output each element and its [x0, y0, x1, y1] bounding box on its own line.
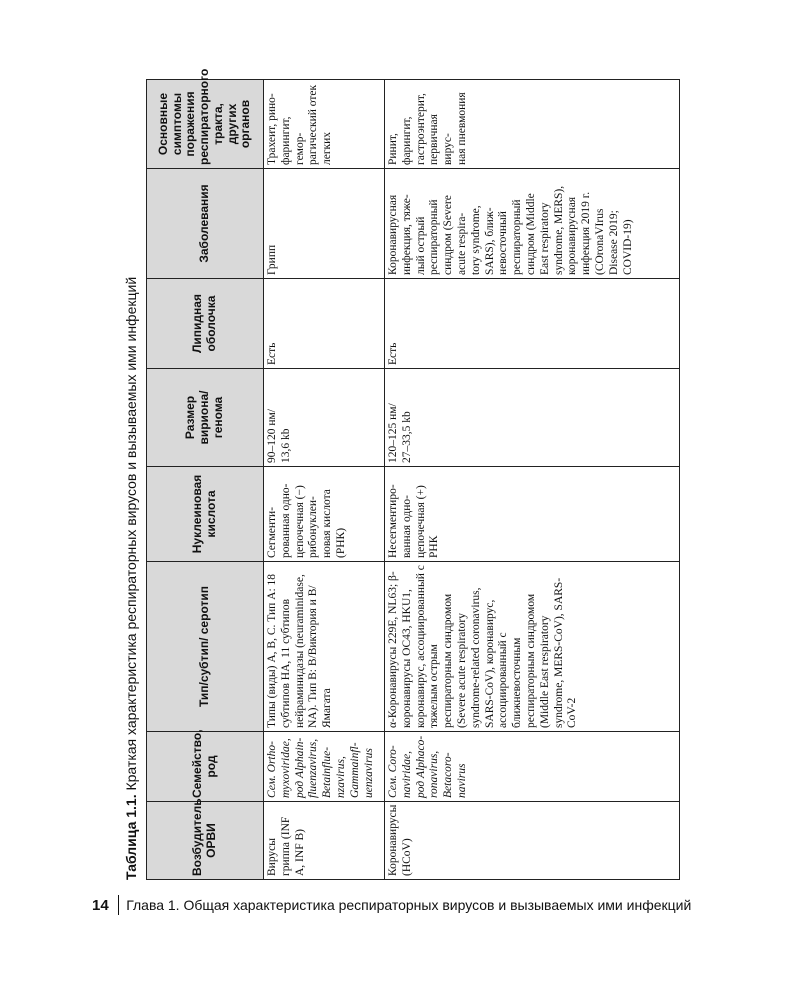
cell-pathogen: Коронавирусы (HCoV): [385, 802, 680, 880]
chapter-title: Глава 1. Общая характеристика респираторных вирусов и вызываемых ими инфекций: [126, 897, 692, 913]
table-row: [385, 80, 680, 880]
caption-label: Таблица 1.1.: [123, 794, 139, 880]
cell-nucleic-acid: Несегментиро- ванная одно- цепочечная (+) РНК: [385, 467, 680, 562]
cell-diseases: Грипп: [264, 169, 385, 279]
cell-size: 90–120 нм/ 13,6 kb: [264, 369, 385, 467]
header-nucleic-acid: Нуклеиновая кислота: [147, 467, 264, 562]
virus-table: [146, 68, 680, 880]
table-row: [264, 80, 385, 880]
cell-symptoms: Ринит, фарингит, гастроэнтерит, первичная вирус- ная пневмония: [385, 80, 680, 169]
header-family: Семейство, род: [147, 732, 264, 802]
cell-diseases: Коронавирусная инфекция, тяже- лый острый респираторный синдром (Severe acute respira- tory syndrome, SARS), ближ- невосточный респираторный синдром (Middle East respiratory syndrome, MERS), коронавирусная инфекция 2019 г. (COronaVIrus Disease 2019; COVID-19): [385, 169, 680, 279]
cell-type: Типы (виды) А, В, С. Тип А: 18 субтипов HA, 11 субтипов нейраминидазы (neuraminidase, NA). Тип В: В/Виктория и В/Ямагата: [264, 562, 385, 732]
rotated-table-block: [116, 68, 671, 880]
header-diseases: Заболевания: [147, 169, 264, 279]
table-header-row: [147, 80, 264, 880]
table-caption: [116, 277, 146, 880]
page-footer: [92, 893, 712, 917]
cell-size: 120–125 нм/ 27–33,5 kb: [385, 369, 680, 467]
header-type: Тип/субтип/ серотип: [147, 562, 264, 732]
header-pathogen: Возбудитель ОРВИ: [147, 802, 264, 880]
footer-divider: [118, 895, 120, 915]
cell-pathogen: Вирусы гриппа (INF A, INF B): [264, 802, 385, 880]
cell-type: α-Коронавирусы 229E, NL63; β-коронавирусы OC43, HKU1, коронавирус, ассоциированный с тяжелым острым респираторным синдромом (Severe acute respiratory syndrome-related coronavirus, SARS-CoV), коронавирус, ассоциированный с ближневосточным респираторным синдромом (Middle East respiratory syndrome, MERS-CoV), SARS-CoV-2: [385, 562, 680, 732]
header-symptoms: Основные симптомы поражения респираторного тракта, других органов: [147, 80, 264, 169]
page-number: 14: [92, 896, 109, 914]
header-size: Размер вириона/ генома: [147, 369, 264, 467]
cell-symptoms: Трахеит, рино- фарингит, гемор- рагический отек легких: [264, 80, 385, 169]
cell-family: Сем. Coro- naviridae, род Alphaco- ronavirus, Betacoro- navirus: [385, 732, 680, 802]
cell-nucleic-acid: Сегменти- рованная одно- цепочечная (−) рибонуклеи- новая кислота (РНК): [264, 467, 385, 562]
cell-envelope: Есть: [385, 279, 680, 369]
header-envelope: Липидная оболочка: [147, 279, 264, 369]
caption-text: Краткая характеристика респираторных вирусов и вызываемых ими инфекций: [123, 276, 139, 795]
cell-family: Сем. Ortho- myxoviridae, род Alphain- fluenzavirus, Betainflue- nzavirus, Gammainfl- uenzavirus: [264, 732, 385, 802]
cell-envelope: Есть: [264, 279, 385, 369]
